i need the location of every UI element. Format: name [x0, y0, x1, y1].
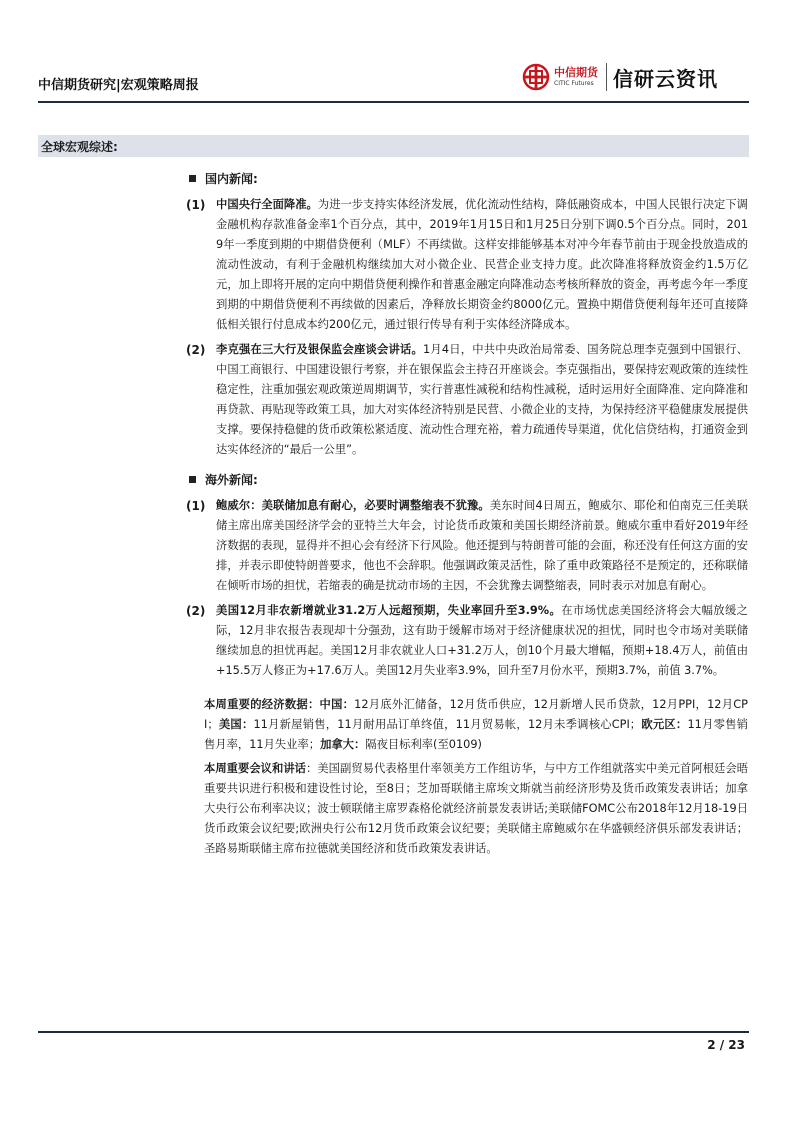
logo-divider [606, 63, 607, 91]
brand-name: 信研云资讯 [613, 66, 718, 91]
domestic-news-item [186, 195, 748, 335]
us-text: 11月新屋销售，11月耐用品订单终值，11月贸易帐，12月未季调核心CPI； [253, 718, 642, 731]
weekly-meetings-label: 本周重要会议和讲话 [204, 762, 307, 775]
report-header-title: 中信期货研究|宏观策略周报 [38, 78, 199, 93]
square-bullet-icon [189, 476, 196, 483]
item-body [216, 340, 748, 460]
report-body [186, 170, 748, 863]
section-title-bar [38, 135, 749, 157]
overseas-news-heading [189, 471, 748, 488]
item-body [216, 195, 748, 335]
header-rule [38, 101, 749, 103]
item-lead: 李克强在三大行及银保监会座谈会讲话。 [216, 343, 423, 356]
item-text: 在市场忧虑美国经济将会大幅放缓之际，12月非农报告表现却十分强劲，这有助于缓解市场对于经济健康状况的担忧，同时也令市场对美联储继续加息的担忧再起。美国12月非农就业人口+31.2万人，创10个月最大增幅，预期+18.4万人，前值由+15.5万人修正为+17.6万人。美国12月失业率3.9%，回升至7月份水平，预期3.7%，前值 3.7%。 [216, 604, 748, 677]
citic-logo-en: CITIC Futures [554, 80, 594, 87]
eu-text: 11月零售销售月率，11月失业率； [204, 718, 748, 751]
overseas-news-item [186, 601, 748, 681]
citic-emblem-icon [522, 63, 550, 91]
weekly-data-label: 本周重要的经济数据： [204, 698, 320, 711]
weekly-meetings-paragraph [204, 759, 748, 859]
china-label: 中国： [319, 698, 355, 711]
overseas-news-item [186, 496, 748, 596]
section-title: 全球宏观综述: [41, 140, 118, 154]
item-body [216, 601, 748, 681]
eu-label: 欧元区： [641, 718, 688, 731]
overseas-heading-text: 海外新闻: [205, 473, 258, 487]
us-label: 美国： [218, 718, 254, 731]
item-body [216, 496, 748, 596]
item-lead: 美国12月非农新增就业31.2万人远超预期，失业率回升至3.9%。 [216, 604, 562, 617]
item-lead: 中国央行全面降准。 [216, 198, 318, 211]
item-number: (1) [186, 499, 206, 513]
item-text: 美东时间4日周五，鲍威尔、耶伦和伯南克三任美联储主席出席美国经济学会的亚特兰大年会，讨论货币政策和美国长期经济前景。鲍威尔重申看好2019年经济数据的表现，显得并不担心会有经济下行风险。他还提到与特朗普可能的会面，称还没有任何这方面的安排，并表示即使特朗普要求，他也不会辞职。他强调政策灵活性，除了重申政策路径不是预定的，还称联储在倾听市场的担忧，若缩表的确是扰动市场的主因，不会犹豫去调整缩表，同时表示对加息有耐心。 [216, 499, 748, 592]
canada-text: 隔夜目标利率(至0109) [365, 738, 482, 751]
header-logo [522, 60, 718, 94]
domestic-heading-text: 国内新闻: [205, 172, 258, 186]
citic-logo-cn: 中信期货 [554, 66, 598, 79]
canada-label: 加拿大： [320, 738, 366, 751]
item-lead: 鲍威尔：美联储加息有耐心，必要时调整缩表不犹豫。 [216, 499, 490, 512]
footer-rule [38, 1031, 749, 1033]
domestic-news-heading [189, 170, 748, 187]
weekly-calendar [204, 695, 748, 859]
domestic-news-item [186, 340, 748, 460]
weekly-data-paragraph [204, 695, 748, 755]
china-text: 12月底外汇储备，12月货币供应，12月新增人民币贷款，12月PPI，12月CPI； [204, 698, 748, 731]
item-text: 1月4日，中共中央政治局常委、国务院总理李克强到中国银行、中国工商银行、中国建设银行考察，并在银保监会主持召开座谈会。李克强指出，要保持宏观政策的连续性稳定性，注重加强宏观政策逆周期调节，实行普惠性减税和结构性减税，适时运用好全面降准、定向降准和再贷款、再贴现等政策工具，加大对实体经济特别是民营、小微企业的支持，为保持经济平稳健康发展提供支撑。要保持稳健的货币政策松紧适度、流动性合理充裕，着力疏通传导渠道，优化信贷结构，打通资金到达实体经济的“最后一公里”。 [216, 343, 748, 456]
weekly-meetings-text: ：美国副贸易代表格里什率领美方工作组访华，与中方工作组就落实中美元首阿根廷会晤重要共识进行积极和建设性讨论，至8日；芝加哥联储主席埃文斯就当前经济形势及货币政策发表讲话；加拿大央行公布利率决议；波士顿联储主席罗森格伦就经济前景发表讲话;美联储FOMC公布2018年12月18-19日货币政策会议纪要;欧洲央行公布12月货币政策会议纪要；美联储主席鲍威尔在华盛顿经济俱乐部发表讲话；圣路易斯联储主席布拉德就美国经济和货币政策发表讲话。 [204, 762, 748, 855]
page-number: 2 / 23 [707, 1038, 745, 1052]
item-number: (2) [186, 343, 206, 357]
square-bullet-icon [189, 175, 196, 182]
item-text: 为进一步支持实体经济发展，优化流动性结构，降低融资成本，中国人民银行决定下调金融机构存款准备金率1个百分点，其中，2019年1月15日和1月25日分别下调0.5个百分点。同时，2019年一季度到期的中期借贷便利（MLF）不再续做。这样安排能够基本对冲今年春节前由于现金投放造成的流动性波动，有利于金融机构继续加大对小微企业、民营企业支持力度。此次降准将释放资金约1.5万亿元，加上即将开展的定向中期借贷便利操作和普惠金融定向降准动态考核所释放的资金，再考虑今年一季度到期的中期借贷便利不再续做的因素后，净释放长期资金约8000亿元。置换中期借贷便利每年还可直接降低相关银行付息成本约200亿元，通过银行传导有利于实体经济降成本。 [216, 198, 748, 331]
item-number: (2) [186, 604, 206, 618]
item-number: (1) [186, 198, 206, 212]
